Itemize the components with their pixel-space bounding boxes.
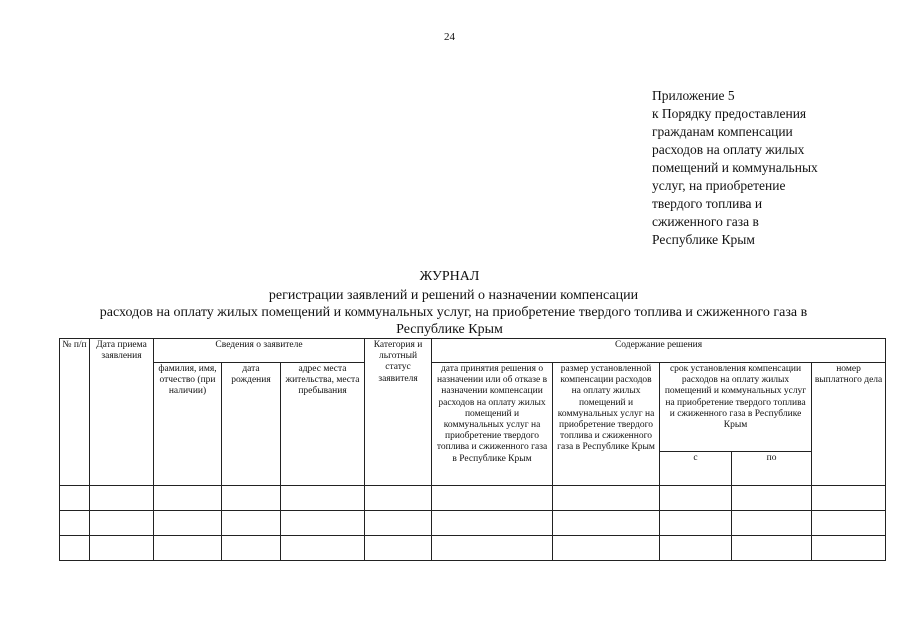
- header-period-from: с: [660, 452, 732, 486]
- appendix-line: Республике Крым: [652, 232, 755, 247]
- table-cell: [365, 511, 432, 536]
- table-cell: [365, 536, 432, 561]
- header-date: Дата приема заявления: [90, 339, 154, 486]
- table-cell: [365, 486, 432, 511]
- header-applicant: Сведения о заявителе: [154, 339, 365, 363]
- table-header-row: [60, 363, 886, 452]
- header-period-to: по: [732, 452, 812, 486]
- table-cell: [812, 511, 886, 536]
- header-decision-date: дата принятия решения о назначении или об отказе в назначении компенсации расходов на оплату жилых помещений и коммунальных услуг на приобретение твердого топлива и сжиженного газа в Республике Крым: [432, 363, 553, 486]
- journal-subtitle-line2: расходов на оплату жилых помещений и коммунальных услуг, на приобретение твердого топлива и сжиженного газа в: [99, 305, 808, 320]
- table-cell: [222, 511, 281, 536]
- appendix-line: твердого топлива и: [652, 196, 763, 211]
- journal-table: [59, 338, 886, 561]
- table-cell: [660, 536, 732, 561]
- page-number: 24: [444, 31, 455, 43]
- table-cell: [660, 486, 732, 511]
- journal-subtitle-line1: регистрации заявлений и решений о назначении компенсации: [268, 288, 639, 303]
- table-cell: [90, 536, 154, 561]
- journal-subtitle-line3: Республике Крым: [396, 322, 503, 337]
- table-cell: [281, 511, 365, 536]
- table-cell: [60, 511, 90, 536]
- appendix-line: гражданам компенсации: [652, 124, 793, 139]
- appendix-line: Приложение 5: [652, 88, 735, 103]
- appendix-line: сжиженного газа в: [652, 214, 759, 229]
- table-cell: [90, 511, 154, 536]
- header-amount: размер установленной компенсации расходов на оплату жилых помещений и коммунальных услуг на приобретение твердого топлива и сжиженного газа в Республике Крым: [553, 363, 660, 486]
- table-cell: [660, 511, 732, 536]
- appendix-line: расходов на оплату жилых: [652, 142, 805, 157]
- appendix-line: к Порядку предоставления: [652, 106, 807, 121]
- table-cell: [432, 511, 553, 536]
- table-cell: [90, 486, 154, 511]
- table-cell: [60, 536, 90, 561]
- table-cell: [812, 536, 886, 561]
- table-cell: [281, 536, 365, 561]
- table-row: [60, 536, 886, 561]
- table-cell: [154, 536, 222, 561]
- table-row: [60, 486, 886, 511]
- table-header-row: [60, 339, 886, 363]
- table-cell: [281, 486, 365, 511]
- table-cell: [222, 536, 281, 561]
- table-cell: [432, 536, 553, 561]
- table-cell: [732, 536, 812, 561]
- table-cell: [812, 486, 886, 511]
- table-cell: [553, 511, 660, 536]
- header-decision: Содержание решения: [432, 339, 886, 363]
- table-row: [60, 511, 886, 536]
- appendix-note: [652, 87, 867, 249]
- journal-title: ЖУРНАЛ: [419, 269, 480, 284]
- table-cell: [432, 486, 553, 511]
- table-cell: [154, 511, 222, 536]
- table-cell: [60, 486, 90, 511]
- header-name: фамилия, имя, отчество (при наличии): [154, 363, 222, 486]
- appendix-line: услуг, на приобретение: [652, 178, 786, 193]
- appendix-line: помещений и коммунальных: [652, 160, 818, 175]
- header-birth-date: дата рождения: [222, 363, 281, 486]
- header-period: срок установления компенсации расходов на оплату жилых помещений и коммунальных услуг на приобретение твердого топлива и сжиженного газа в Республике Крым: [660, 363, 812, 452]
- table-cell: [732, 511, 812, 536]
- table-cell: [222, 486, 281, 511]
- header-category: Категория и льготный статус заявителя: [365, 339, 432, 486]
- table-cell: [732, 486, 812, 511]
- table-cell: [553, 536, 660, 561]
- header-number: № п/п: [60, 339, 90, 486]
- table-cell: [553, 486, 660, 511]
- header-address: адрес места жительства, места пребывания: [281, 363, 365, 486]
- table-cell: [154, 486, 222, 511]
- header-payment-number: номер выплатного дела: [812, 363, 886, 486]
